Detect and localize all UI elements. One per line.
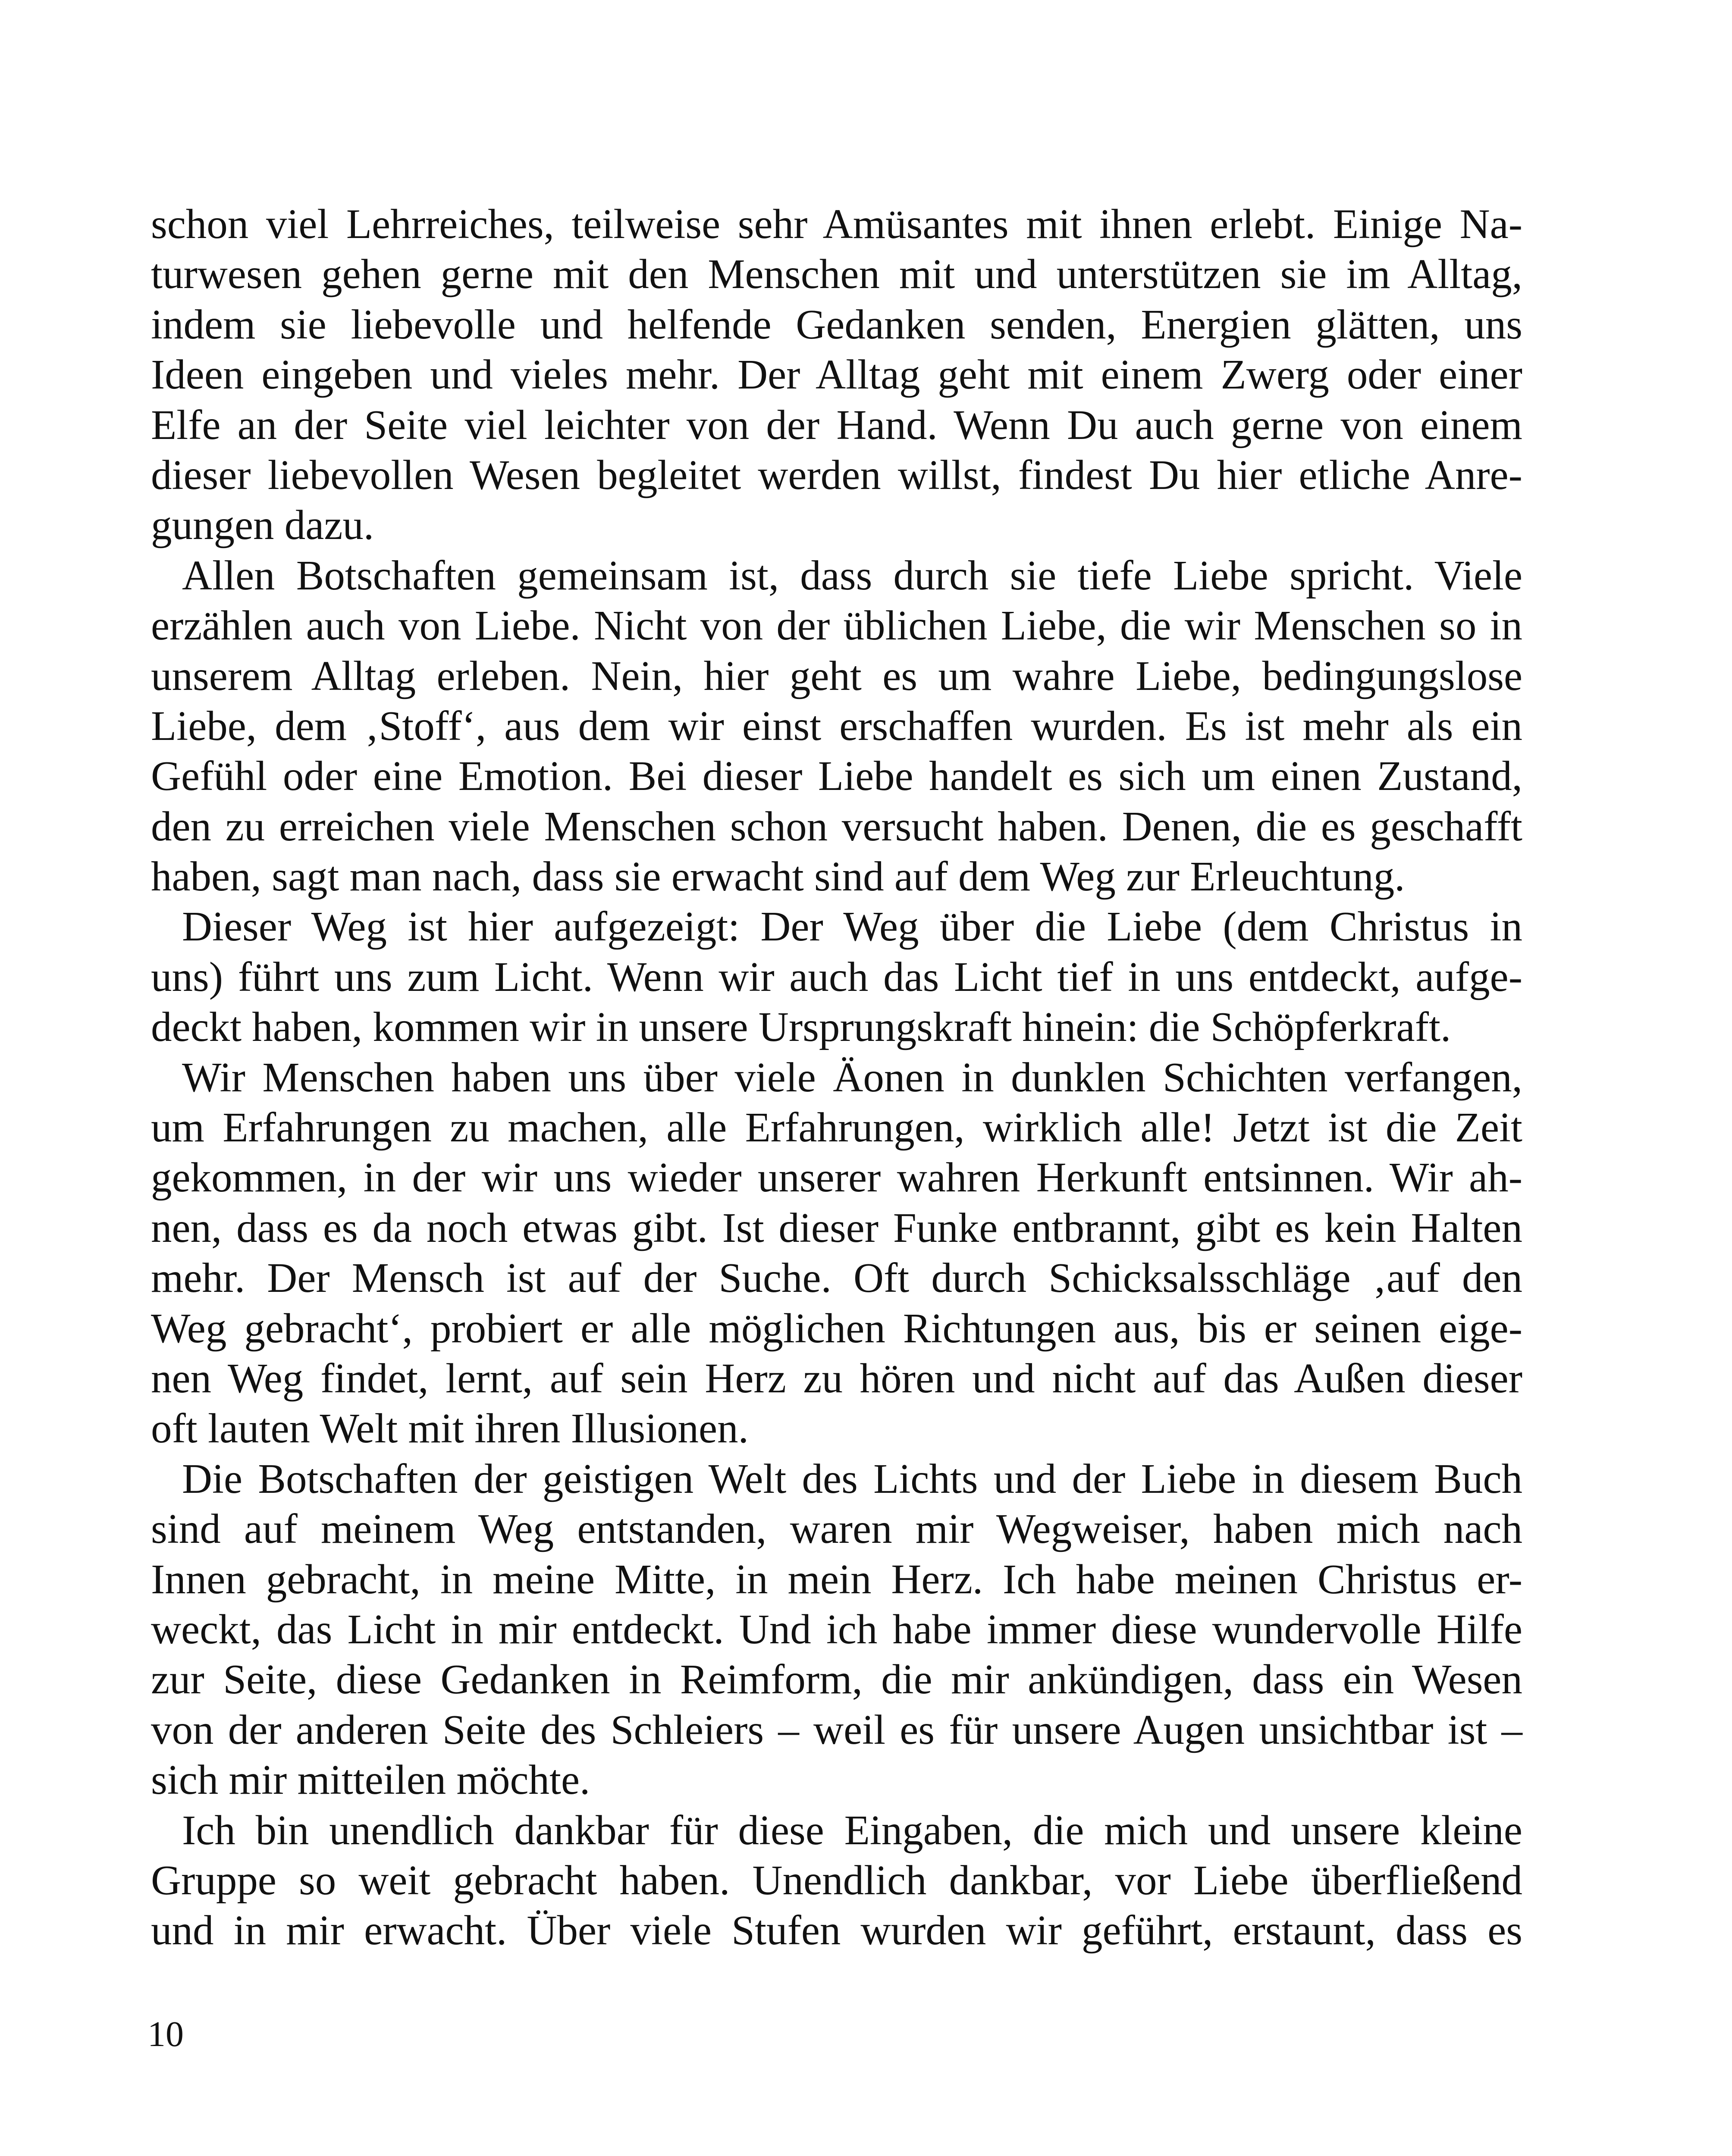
text-line: von der anderen Seite des Schleiers – weil es für unsere Augen unsichtbar ist – bbox=[151, 1706, 1522, 1753]
text-line: schon viel Lehrreiches, teilweise sehr Amüsantes mit ihnen erlebt. Einige Na- bbox=[151, 201, 1522, 247]
text-line: haben, sagt man nach, dass sie erwacht sind auf dem Weg zur Erleuchtung. bbox=[151, 853, 1405, 900]
text-line: sind auf meinem Weg entstanden, waren mir Wegweiser, haben mich nach bbox=[151, 1506, 1522, 1552]
text-line: uns) führt uns zum Licht. Wenn wir auch das Licht tief in uns entdeckt, aufge- bbox=[151, 953, 1522, 1000]
text-line: um Erfahrungen zu machen, alle Erfahrungen, wirklich alle! Jetzt ist die Zeit bbox=[151, 1104, 1522, 1151]
paragraph bbox=[151, 1053, 1522, 1454]
page-number: 10 bbox=[147, 2014, 184, 2054]
text-line: sich mir mitteilen möchte. bbox=[151, 1757, 590, 1803]
text-line: zur Seite, diese Gedanken in Reimform, die mir ankündigen, dass ein Wesen bbox=[151, 1656, 1522, 1703]
text-line: deckt haben, kommen wir in unsere Ursprungskraft hinein: die Schöpferkraft. bbox=[151, 1004, 1451, 1050]
text-line: nen Weg findet, lernt, auf sein Herz zu hören und nicht auf das Außen dieser bbox=[151, 1355, 1522, 1401]
text-line: turwesen gehen gerne mit den Menschen mit und unterstützen sie im Alltag, bbox=[151, 251, 1522, 298]
paragraph bbox=[151, 551, 1522, 902]
paragraph bbox=[151, 199, 1522, 551]
text-line: den zu erreichen viele Menschen schon versucht haben. Denen, die es geschafft bbox=[151, 803, 1522, 849]
text-line: Allen Botschaften gemeinsam ist, dass durch sie tiefe Liebe spricht. Viele bbox=[182, 552, 1522, 599]
text-line: oft lauten Welt mit ihren Illusionen. bbox=[151, 1405, 749, 1452]
text-line: Elfe an der Seite viel leichter von der Hand. Wenn Du auch gerne von einem bbox=[151, 401, 1522, 448]
text-line: Wir Menschen haben uns über viele Äonen in dunklen Schichten verfangen, bbox=[182, 1054, 1522, 1100]
text-line: gekommen, in der wir uns wieder unserer wahren Herkunft entsinnen. Wir ah- bbox=[151, 1154, 1522, 1201]
text-line: erzählen auch von Liebe. Nicht von der üblichen Liebe, die wir Menschen so in bbox=[151, 602, 1522, 649]
text-line: und in mir erwacht. Über viele Stufen wurden wir geführt, erstaunt, dass es bbox=[151, 1907, 1522, 1954]
text-line: mehr. Der Mensch ist auf der Suche. Oft durch Schicksalsschläge ‚auf den bbox=[151, 1255, 1522, 1301]
text-line: Weg gebracht‘, probiert er alle möglichen Richtungen aus, bis er seinen eige- bbox=[151, 1305, 1522, 1351]
text-line: Dieser Weg ist hier aufgezeigt: Der Weg über die Liebe (dem Christus in bbox=[182, 903, 1522, 950]
text-line: Innen gebracht, in meine Mitte, in mein Herz. Ich habe meinen Christus er- bbox=[151, 1556, 1522, 1602]
paragraph bbox=[151, 1805, 1522, 1956]
text-line: Liebe, dem ‚Stoff‘, aus dem wir einst erschaffen wurden. Es ist mehr als ein bbox=[151, 702, 1522, 749]
text-line: Ich bin unendlich dankbar für diese Eingaben, die mich und unsere kleine bbox=[182, 1807, 1522, 1853]
text-line: Die Botschaften der geistigen Welt des Lichts und der Liebe in diesem Buch bbox=[182, 1455, 1522, 1502]
paragraph bbox=[151, 1454, 1522, 1805]
text-line: indem sie liebevolle und helfende Gedanken senden, Energien glätten, uns bbox=[151, 301, 1522, 348]
text-line: unserem Alltag erleben. Nein, hier geht es um wahre Liebe, bedingungslose bbox=[151, 652, 1522, 699]
text-line: dieser liebevollen Wesen begleitet werden willst, findest Du hier etliche Anre- bbox=[151, 451, 1522, 498]
text-line: nen, dass es da noch etwas gibt. Ist dieser Funke entbrannt, gibt es kein Halten bbox=[151, 1204, 1522, 1251]
body-text bbox=[151, 199, 1522, 1956]
text-line: gungen dazu. bbox=[151, 502, 374, 548]
text-line: Ideen eingeben und vieles mehr. Der Alltag geht mit einem Zwerg oder einer bbox=[151, 351, 1522, 398]
text-line: weckt, das Licht in mir entdeckt. Und ich habe immer diese wundervolle Hilfe bbox=[151, 1606, 1522, 1652]
text-line: Gruppe so weit gebracht haben. Unendlich dankbar, vor Liebe überfließend bbox=[151, 1857, 1522, 1903]
paragraph bbox=[151, 902, 1522, 1052]
text-line: Gefühl oder eine Emotion. Bei dieser Liebe handelt es sich um einen Zustand, bbox=[151, 753, 1522, 799]
